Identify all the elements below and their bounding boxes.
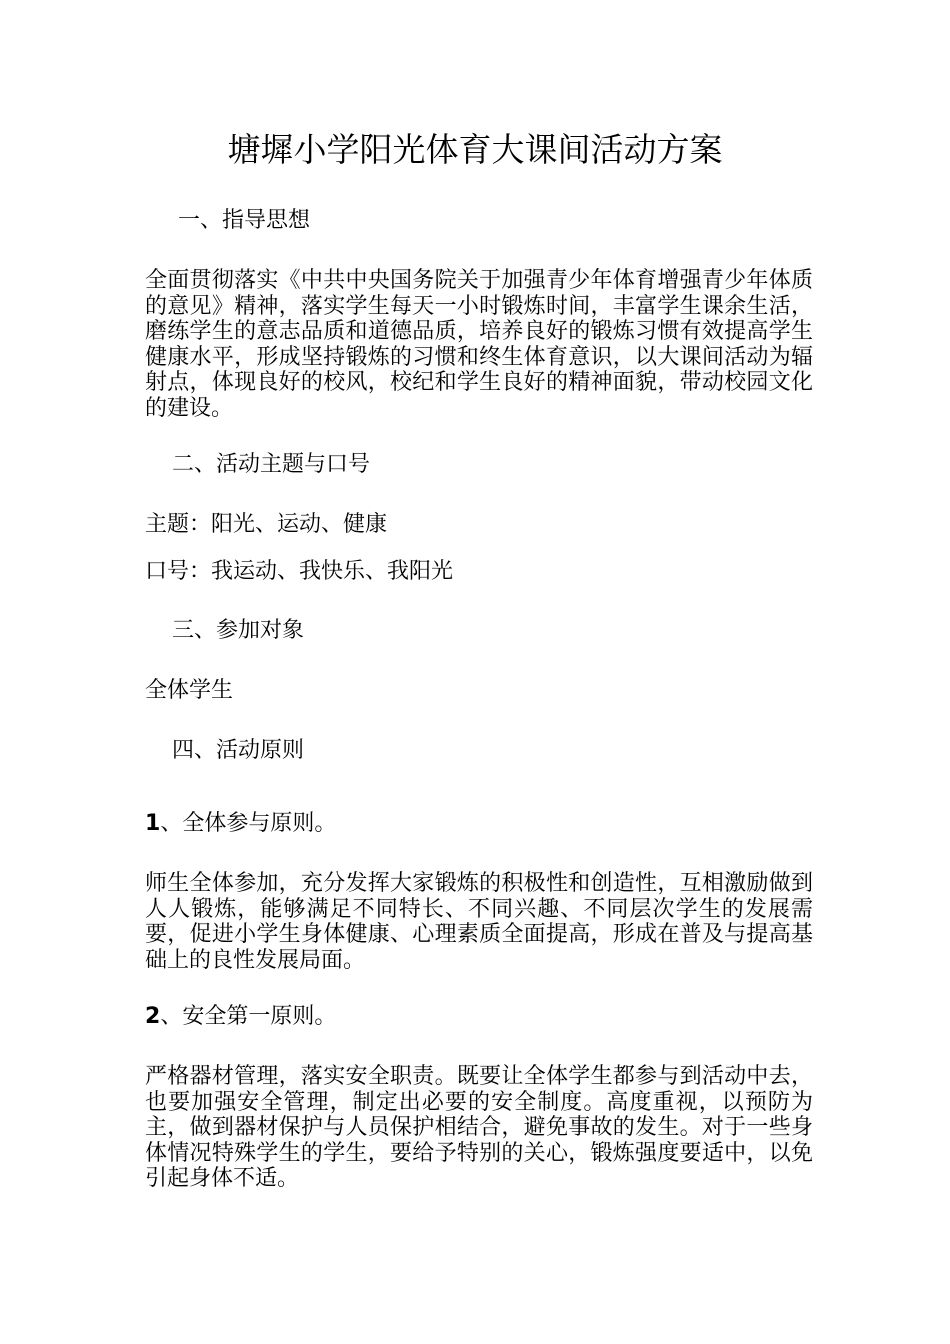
principle-1-number: 1: [145, 811, 161, 836]
principle-1-title: [145, 809, 336, 839]
principle-2-number: 2: [145, 1004, 161, 1029]
theme-line: 主题：阳光、运动、健康: [145, 512, 388, 537]
section-heading-participants: 三、参加对象: [172, 618, 305, 643]
section-heading-principles: 四、活动原则: [172, 738, 305, 763]
guiding-thought-paragraph: 全面贯彻落实《中共中央国务院关于加强青少年体育增强青少年体质的意见》精神，落实学生每天一小时锻炼时间，丰富学生课余生活，磨练学生的意志品质和道德品质，培养良好的锻炼习惯有效提高学生健康水平，形成坚持锻炼的习惯和终生体育意识，以大课间活动为辐射点，体现良好的校风，校纪和学生良好的精神面貌，带动校园文化的建设。: [145, 268, 813, 421]
document-title: 塘墀小学阳光体育大课间活动方案: [227, 130, 723, 169]
principle-1-label: 、全体参与原则。: [160, 811, 337, 836]
principle-1-paragraph: 师生全体参加，充分发挥大家锻炼的积极性和创造性，互相激励做到人人锻炼，能够满足不同特长、不同兴趣、不同层次学生的发展需要，促进小学生身体健康、心理素质全面提高，形成在普及与提高基础上的良性发展局面。: [145, 871, 813, 973]
slogan-line: 口号：我运动、我快乐、我阳光: [145, 559, 454, 584]
principle-2-label: 、安全第一原则。: [160, 1004, 337, 1029]
principle-2-title: [145, 1002, 336, 1032]
principle-2-paragraph: 严格器材管理，落实安全职责。既要让全体学生都参与到活动中去，也要加强安全管理，制定出必要的安全制度。高度重视，以预防为主，做到器材保护与人员保护相结合，避免事故的发生。对于一些身体情况特殊学生的学生，要给予特别的关心，锻炼强度要适中，以免引起身体不适。: [145, 1064, 813, 1191]
section-heading-theme-slogan: 二、活动主题与口号: [172, 452, 371, 477]
participants-line: 全体学生: [145, 678, 234, 703]
section-heading-guiding-thought: 一、指导思想: [178, 208, 311, 233]
